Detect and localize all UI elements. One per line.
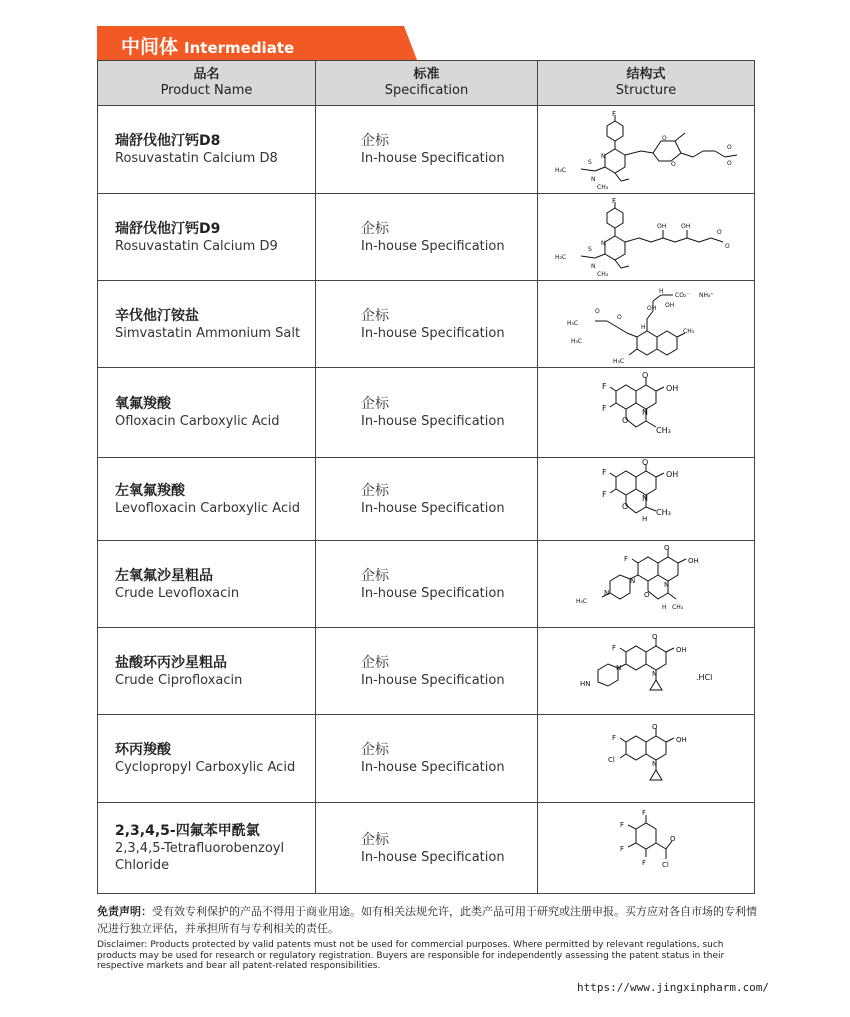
atom-label: H: [662, 604, 667, 611]
spec-cell: [316, 715, 538, 803]
product-name-zh: 瑞舒伐他汀钙D8: [115, 133, 221, 149]
column-header-name: [98, 61, 316, 106]
table-row: [98, 628, 755, 715]
product-name-en: Ofloxacin Carboxylic Acid: [115, 414, 280, 429]
spec-zh: 企标: [361, 396, 389, 412]
table-row: [98, 715, 755, 803]
atom-label: OH: [665, 302, 675, 309]
atom-label: N: [652, 759, 658, 768]
section-title: [121, 32, 294, 59]
product-name-zh: 左氧氟羧酸: [115, 482, 185, 499]
spec-zh: 企标: [361, 220, 389, 237]
spec-en: In-house Specification: [361, 151, 505, 166]
structure-tetrafluorobenzoyl-chloride: [546, 805, 746, 891]
column-header-en: Product Name: [160, 83, 253, 98]
atom-label: N: [591, 263, 596, 270]
atom-label: OH: [676, 646, 687, 654]
spec-zh: 企标: [361, 133, 389, 149]
spec-zh: 企标: [361, 567, 389, 584]
atom-label: CH₃: [656, 508, 671, 517]
atom-label: OH: [681, 223, 691, 230]
atom-label: H: [642, 515, 648, 523]
product-name-zh: 环丙羧酸: [115, 742, 171, 758]
atom-label: H₃C: [555, 166, 567, 174]
structure-cell: [538, 368, 755, 458]
product-name-cell: [98, 458, 316, 541]
section-title-en: Intermediate: [184, 39, 295, 57]
atom-label: CO₂⁻: [675, 292, 690, 299]
disclaimer: [97, 903, 757, 972]
atom-label: H₃C: [571, 338, 583, 345]
atom-label: N: [642, 494, 648, 503]
product-name-zh: 辛伐他汀铵盐: [115, 307, 199, 324]
atom-label: OH: [647, 305, 657, 312]
atom-label: CH₃: [656, 425, 671, 435]
product-name-cell: [98, 541, 316, 628]
table-row: [98, 458, 755, 541]
atom-label: F: [602, 468, 607, 477]
table-row: [98, 281, 755, 368]
product-name-zh: 盐酸环丙沙星粗品: [115, 654, 227, 671]
atom-label: O: [595, 308, 600, 315]
product-table: [97, 60, 755, 894]
atom-label: O: [662, 134, 667, 142]
spec-zh: 企标: [361, 831, 389, 848]
atom-label: N: [664, 581, 670, 589]
product-name-en: Cyclopropyl Carboxylic Acid: [115, 760, 296, 775]
atom-label: F: [612, 197, 617, 205]
structure-cell: [538, 803, 755, 894]
atom-label: OH: [666, 383, 679, 393]
atom-label: F: [620, 821, 625, 829]
disclaimer-zh: [97, 903, 757, 937]
atom-label: O: [717, 229, 722, 236]
section-title-zh: 中间体: [121, 36, 179, 58]
atom-label: H₃C: [555, 254, 567, 261]
atom-label: F: [612, 733, 617, 742]
structure-cell: [538, 106, 755, 194]
table-row: [98, 541, 755, 628]
product-name-cell: [98, 715, 316, 803]
atom-label: F: [602, 490, 607, 499]
atom-label: N: [616, 664, 622, 672]
atom-label: O: [725, 243, 730, 250]
column-header-spec: [316, 61, 538, 106]
product-name-en: 2,3,4,5-Tetrafluorobenzoyl Chloride: [115, 841, 285, 873]
product-name-en: Rosuvastatin Calcium D8: [115, 151, 278, 166]
atom-label: F: [602, 381, 607, 391]
product-name-cell: [98, 803, 316, 894]
spec-cell: [316, 368, 538, 458]
product-name-cell: [98, 368, 316, 458]
atom-label: N: [652, 670, 658, 678]
table-row: [98, 106, 755, 194]
spec-zh: 企标: [361, 307, 389, 324]
atom-label: O: [622, 415, 629, 425]
atom-label: O: [644, 591, 650, 599]
spec-cell: [316, 458, 538, 541]
atom-label: F: [642, 859, 647, 867]
product-name-en: Levofloxacin Carboxylic Acid: [115, 500, 300, 516]
atom-label: CH₃: [683, 328, 695, 335]
product-name-cell: [98, 106, 316, 194]
spec-en: In-house Specification: [361, 414, 505, 429]
atom-label: O: [727, 143, 732, 151]
structure-rosuvastatin-d9: [541, 196, 751, 278]
atom-label: O: [642, 459, 649, 467]
spec-zh: 企标: [361, 482, 389, 499]
spec-cell: [316, 106, 538, 194]
atom-label: O: [664, 544, 670, 552]
structure-ofloxacin-carboxylic-acid: [546, 371, 746, 455]
column-header-en: Specification: [384, 83, 469, 98]
column-header-zh: 标准: [413, 67, 440, 82]
atom-label: F: [612, 109, 617, 118]
atom-label: O: [617, 314, 622, 321]
structure-cell: [538, 715, 755, 803]
footer-url[interactable]: https://www.jingxinpharm.com/: [577, 981, 770, 994]
spec-en: In-house Specification: [361, 849, 505, 865]
atom-label: OH: [666, 470, 679, 479]
product-name-cell: [98, 628, 316, 715]
atom-label: NH₄⁺: [699, 292, 714, 299]
spec-en: In-house Specification: [361, 500, 505, 516]
atom-label: N: [591, 175, 596, 183]
atom-label: O: [652, 633, 658, 641]
table-row: [98, 803, 755, 894]
atom-label: .HCl: [696, 673, 713, 682]
column-header-en: Structure: [615, 83, 677, 98]
product-name-en: Rosuvastatin Calcium D9: [115, 238, 278, 254]
structure-rosuvastatin-d8: [541, 109, 751, 191]
atom-label: H: [659, 288, 664, 295]
atom-label: H: [641, 324, 646, 331]
spec-zh: 企标: [361, 654, 389, 671]
atom-label: N: [642, 407, 648, 417]
product-name-en: Crude Levofloxacin: [115, 585, 240, 601]
table-row: [98, 368, 755, 458]
product-name-en: Simvastatin Ammonium Salt: [115, 325, 301, 341]
product-name-zh: 瑞舒伐他汀钙D9: [115, 220, 221, 237]
structure-cell: [538, 458, 755, 541]
atom-label: CH₃: [597, 183, 609, 191]
product-name-en: Crude Ciprofloxacin: [115, 672, 243, 688]
product-name-zh: 氧氟羧酸: [115, 396, 171, 412]
product-name-cell: [98, 281, 316, 368]
atom-label: N: [601, 240, 606, 247]
table-header-row: [98, 61, 755, 106]
product-name-cell: [98, 194, 316, 281]
spec-zh: 企标: [361, 742, 389, 758]
structure-levofloxacin-carboxylic-acid: [546, 459, 746, 539]
disclaimer-label-zh: 免责声明：: [97, 905, 152, 918]
atom-label: O: [671, 160, 676, 168]
column-header-structure: [538, 61, 755, 106]
spec-en: In-house Specification: [361, 238, 505, 254]
atom-label: Cl: [608, 755, 615, 764]
spec-en: In-house Specification: [361, 585, 505, 601]
atom-label: OH: [657, 223, 667, 230]
atom-label: F: [602, 403, 607, 413]
atom-label: O: [652, 722, 658, 731]
atom-label: O: [727, 159, 732, 167]
atom-label: N: [604, 589, 610, 597]
atom-label: H₃C: [576, 598, 588, 605]
product-name-zh: 左氧氟沙星粗品: [115, 567, 213, 584]
atom-label: H₃C: [613, 358, 625, 365]
spec-cell: [316, 194, 538, 281]
atom-label: O: [670, 835, 676, 843]
atom-label: N: [601, 152, 606, 160]
atom-label: HN: [580, 680, 591, 688]
atom-label: F: [642, 809, 647, 817]
atom-label: O: [642, 370, 649, 380]
spec-en: In-house Specification: [361, 760, 505, 775]
atom-label: OH: [676, 735, 687, 744]
atom-label: S: [588, 246, 592, 253]
atom-label: OH: [688, 557, 699, 565]
structure-crude-ciprofloxacin: [546, 630, 746, 712]
structure-cell: [538, 194, 755, 281]
structure-simvastatin-ammonium: [541, 283, 751, 365]
spec-cell: [316, 541, 538, 628]
atom-label: Cl: [662, 861, 669, 869]
product-name-zh: 2,3,4,5-四氟苯甲酰氯: [115, 823, 260, 839]
table-row: [98, 194, 755, 281]
section-tab: [97, 26, 417, 60]
spec-en: In-house Specification: [361, 672, 505, 688]
spec-cell: [316, 628, 538, 715]
atom-label: S: [588, 158, 592, 166]
disclaimer-text-zh: 受有效专利保护的产品不得用于商业用途。如有相关法规允许，此类产品可用于研究或注册申报。买方应对各自市场的专利情况进行独立评估，并承担所有与专利相关的责任。: [97, 905, 757, 935]
atom-label: CH₃: [597, 271, 609, 278]
atom-label: F: [620, 845, 625, 853]
spec-en: In-house Specification: [361, 325, 505, 341]
atom-label: H₃C: [567, 320, 579, 327]
structure-cyclopropyl-carboxylic-acid: [546, 718, 746, 800]
spec-cell: [316, 281, 538, 368]
atom-label: CH₃: [672, 604, 684, 611]
atom-label: N: [630, 577, 636, 585]
spec-cell: [316, 803, 538, 894]
atom-label: F: [612, 644, 617, 652]
structure-cell: [538, 541, 755, 628]
atom-label: O: [622, 502, 629, 511]
column-header-zh: 品名: [193, 67, 220, 82]
disclaimer-en: Disclaimer: Products protected by valid patents must not be used for commercial purposes. Where permitted by relevant regulations, such products may be used for research or regulatory registration. Buyers are responsible for independently assessing the patent status in their respective markets and bear all patent-related responsibilities.: [97, 940, 725, 971]
structure-cell: [538, 628, 755, 715]
structure-crude-levofloxacin: [546, 543, 746, 625]
structure-cell: [538, 281, 755, 368]
atom-label: F: [624, 555, 629, 563]
column-header-zh: 结构式: [626, 67, 666, 82]
